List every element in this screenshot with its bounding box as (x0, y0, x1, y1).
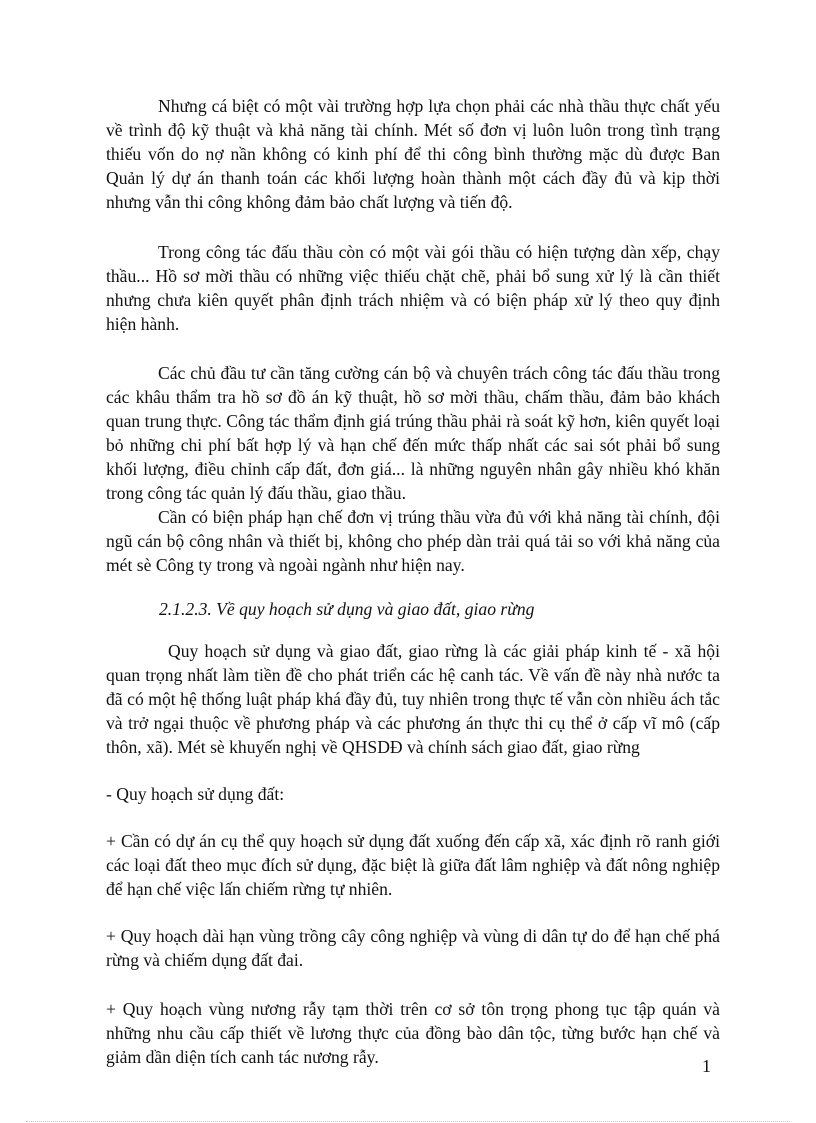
list-item-commune-planning: + Cần có dự án cụ thể quy hoạch sử dụng đất xuống đến cấp xã, xác định rõ ranh giới các loại đất theo mục đích sử dụng, đặc biệt là giữa đất lâm nghiệp và đất nông nghiệp để hạn chế việc lấn chiếm rừng tự nhiên. (106, 831, 720, 899)
paragraph-contractor-weakness: Nhưng cá biệt có một vài trường hợp lựa chọn phải các nhà thầu thực chất yếu về trình độ kỹ thuật và khả năng tài chính. Mét số đơn vị luôn luôn trong tình trạng thiếu vốn do nợ nần không có kinh phí để thi công bình thường mặc dù được Ban Quản lý dự án thanh toán các khối lượng hoàn thành một cách đầy đủ và kịp thời nhưng vẫn thi công không đảm bảo chất lượng và tiến độ. (106, 96, 720, 212)
page-bottom-divider (26, 1121, 790, 1122)
page-number: 1 (702, 1056, 711, 1076)
paragraph-bidding-issues: Trong công tác đấu thầu còn có một vài gói thầu có hiện tượng dàn xếp, chạy thầu... Hồ sơ mời thầu có những việc thiếu chặt chẽ, phải bổ sung xử lý là cần thiết nhưng chưa kiên quyết phân định trách nhiệm và có biện pháp xử lý theo quy định hiện hành. (106, 242, 720, 334)
section-heading: 2.1.2.3. Về quy hoạch sử dụng và giao đất, giao rừng (159, 599, 535, 619)
paragraph-land-planning-intro: Quy hoạch sử dụng và giao đất, giao rừng là các giải pháp kinh tế - xã hội quan trọng nhất làm tiền đề cho phát triển các hệ canh tác. Về vấn đề này nhà nước ta đã có một hệ thống luật pháp khá đầy đủ, tuy nhiên trong thực tế vẫn còn nhiều ách tắc và trở ngại thuộc về phương pháp và các phương án thực thi cụ thể ở cấp vĩ mô (cấp thôn, xã). Mét sè khuyến nghị về QHSDĐ và chính sách giao đất, giao rừng (106, 641, 720, 757)
paragraph-contractor-limits: Cần có biện pháp hạn chế đơn vị trúng thầu vừa đủ với khả năng tài chính, đội ngũ cán bộ công nhân và thiết bị, không cho phép dàn trải quá tải so với khả năng của mét sè Công ty trong và ngoài ngành như hiện nay. (106, 507, 720, 575)
paragraph-investor-staffing: Các chủ đầu tư cần tăng cường cán bộ và chuyên trách công tác đấu thầu trong các khâu thẩm tra hồ sơ đồ án kỹ thuật, hồ sơ mời thầu, chấm thầu, đảm bảo khách quan trung thực. Công tác thẩm định giá trúng thầu phải rà soát kỹ hơn, kiên quyết loại bỏ những chi phí bất hợp lý và hạn chế đến mức thấp nhất các sai sót phải bổ sung khối lượng, điều chỉnh cấp đất, đơn giá... là những nguyên nhân gây nhiều khó khăn trong công tác quản lý đấu thầu, giao thầu. (106, 363, 720, 503)
list-heading-land-use: - Quy hoạch sử dụng đất: (106, 784, 285, 804)
list-item-shifting-cultivation: + Quy hoạch vùng nương rẫy tạm thời trên cơ sở tôn trọng phong tục tập quán và những nhu cầu cấp thiết về lương thực của đồng bào dân tộc, từng bước hạn chế và giảm dần diện tích canh tác nương rẫy. (106, 999, 720, 1067)
list-item-long-term-planning: + Quy hoạch dài hạn vùng trồng cây công nghiệp và vùng di dân tự do để hạn chế phá rừng và chiếm dụng đất đai. (106, 926, 720, 970)
document-body (106, 94, 720, 1069)
